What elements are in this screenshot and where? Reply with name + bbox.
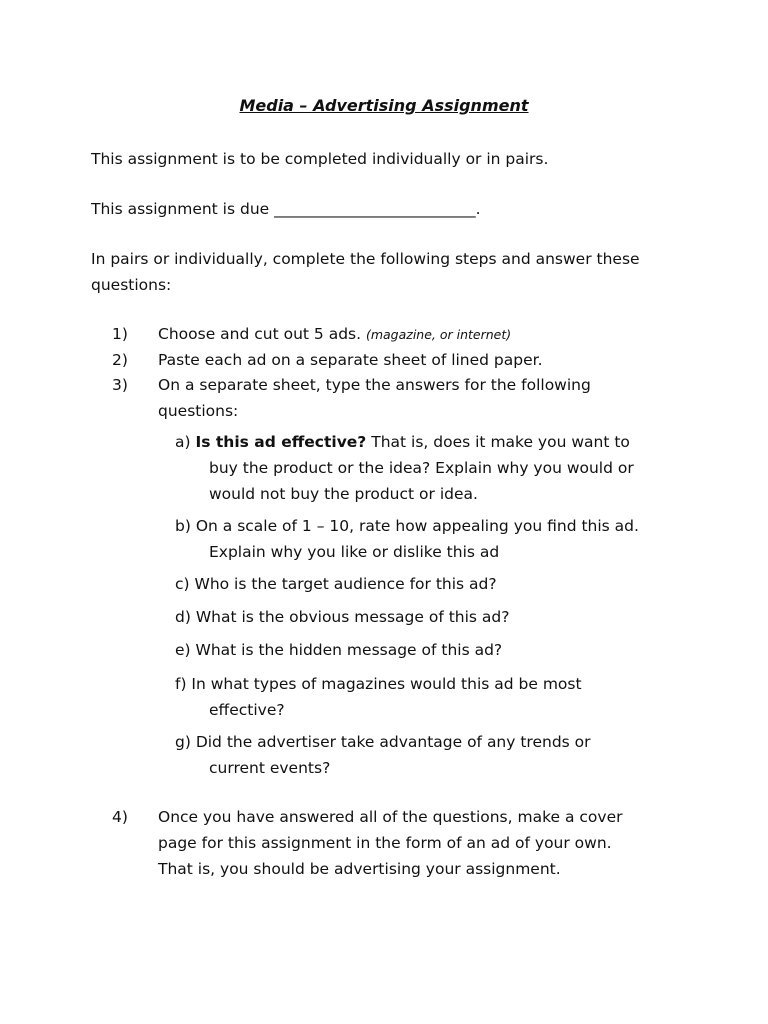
step-4-line1: Once you have answered all of the questions, make a cover bbox=[158, 808, 623, 826]
question-f-cont1: effective? bbox=[209, 701, 285, 719]
intro-instructions bbox=[91, 246, 691, 298]
step-1-text: Choose and cut out 5 ads. bbox=[158, 325, 362, 343]
step-4 bbox=[158, 804, 698, 882]
step-3-number: 3) bbox=[112, 376, 128, 394]
step-2-number: 2) bbox=[112, 351, 128, 369]
intro-instructions-line2: questions: bbox=[91, 276, 172, 294]
question-b-cont1: Explain why you like or dislike this ad bbox=[209, 543, 500, 561]
question-b-line1: b) On a scale of 1 – 10, rate how appealing you find this ad. bbox=[175, 517, 639, 535]
question-a bbox=[175, 429, 695, 507]
question-f bbox=[175, 671, 695, 723]
intro-instructions-line1: In pairs or individually, complete the following steps and answer these bbox=[91, 250, 640, 268]
intro-due-date: This assignment is due __________________________. bbox=[91, 200, 481, 218]
step-4-line3: That is, you should be advertising your assignment. bbox=[158, 860, 561, 878]
step-4-number: 4) bbox=[112, 808, 128, 826]
question-a-prefix: a) bbox=[175, 433, 196, 451]
step-3-line2: questions: bbox=[158, 402, 239, 420]
question-f-line1: f) In what types of magazines would this ad be most bbox=[175, 675, 582, 693]
question-g bbox=[175, 729, 695, 781]
question-d: d) What is the obvious message of this ad? bbox=[175, 608, 510, 626]
question-a-rest: That is, does it make you want to bbox=[366, 433, 630, 451]
step-1-hint: (magazine, or internet) bbox=[365, 327, 512, 342]
step-1-number: 1) bbox=[112, 325, 128, 343]
question-b bbox=[175, 513, 695, 565]
question-g-cont1: current events? bbox=[209, 759, 331, 777]
question-a-bold: Is this ad effective? bbox=[195, 433, 367, 451]
step-2-text: Paste each ad on a separate sheet of lined paper. bbox=[158, 351, 543, 369]
question-a-cont2: would not buy the product or idea. bbox=[209, 485, 478, 503]
step-3-line1: On a separate sheet, type the answers for the following bbox=[158, 376, 591, 394]
question-e: e) What is the hidden message of this ad? bbox=[175, 641, 503, 659]
intro-individual-or-pairs: This assignment is to be completed individually or in pairs. bbox=[91, 150, 549, 168]
page-title: Media – Advertising Assignment bbox=[239, 96, 529, 115]
question-g-line1: g) Did the advertiser take advantage of any trends or bbox=[175, 733, 591, 751]
question-c: c) Who is the target audience for this ad? bbox=[175, 575, 497, 593]
step-1 bbox=[158, 321, 698, 348]
question-a-cont1: buy the product or the idea? Explain why you would or bbox=[209, 459, 634, 477]
step-4-line2: page for this assignment in the form of an ad of your own. bbox=[158, 834, 612, 852]
step-3 bbox=[158, 372, 698, 424]
